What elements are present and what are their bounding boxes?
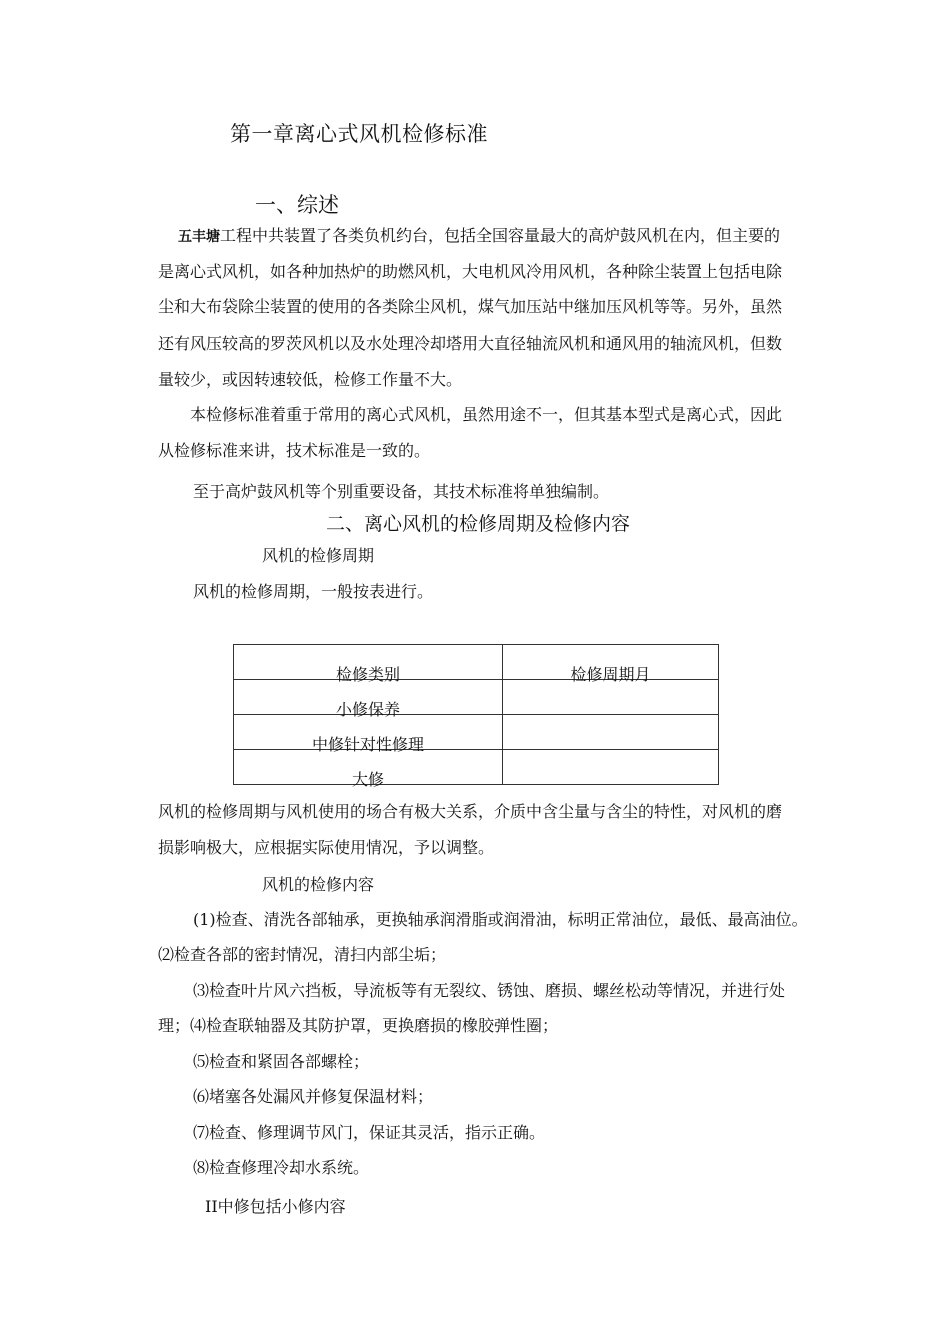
list-item: (1)检查、清洗各部轴承，更换轴承润滑脂或润滑油，标明正常油位，最低、最高油位。 xyxy=(193,910,808,929)
subsection-title-content: 风机的检修内容 xyxy=(262,875,375,894)
list-item: ⑻检查修理冷却水系统。 xyxy=(193,1158,370,1177)
table-header-row xyxy=(234,645,719,680)
table-header-cell: 检修类别 xyxy=(234,645,503,680)
section-heading-overview: 一、综述 xyxy=(255,193,339,217)
table-row xyxy=(234,750,719,785)
list-item: ⑵检查各部的密封情况，清扫内部尘垢； xyxy=(158,945,447,964)
paragraph-line: 还有风压较高的罗茨风机以及水处理冷却塔用大直径轴流风机和通风用的轴流风机，但数 xyxy=(158,334,783,353)
paragraph-line: 从检修标准来讲，技术标准是一致的。 xyxy=(158,441,431,460)
paragraph-line: 是离心式风机，如各种加热炉的助燃风机，大电机风冷用风机，各种除尘装置上包括电除 xyxy=(158,262,783,281)
table-cell xyxy=(503,750,719,785)
overview-paragraph-3: 至于高炉鼓风机等个别重要设备，其技术标准将单独编制。 xyxy=(193,482,610,501)
project-name: 五丰塘 xyxy=(178,229,220,245)
table-cell: 中修针对性修理 xyxy=(234,715,503,750)
table-header-cell: 检修周期月 xyxy=(503,645,719,680)
maintenance-cycle-table xyxy=(233,644,719,789)
table-cell: 大修 xyxy=(234,750,503,785)
cycle-intro: 风机的检修周期，一般按表进行。 xyxy=(193,582,434,601)
paragraph-line: 风机的检修周期与风机使用的场合有极大关系，介质中含尘量与含尘的特性，对风机的磨 xyxy=(158,802,783,821)
paragraph-line: 工程中共装置了各类负机约台，包括全国容量最大的高炉鼓风机在内，但主要的 xyxy=(220,226,781,245)
paragraph-line: 本检修标准着重于常用的离心式风机，虽然用途不一，但其基本型式是离心式，因此 xyxy=(190,405,783,424)
table-cell: 小修保养 xyxy=(234,680,503,715)
paragraph-line: 损影响极大，应根据实际使用情况，予以调整。 xyxy=(158,838,495,857)
list-item: ⑺检查、修理调节风门，保证其灵活，指示正确。 xyxy=(193,1123,546,1142)
section-heading-maintenance: 二、离心风机的检修周期及检修内容 xyxy=(326,513,631,535)
subsection-title-medium-repair: II中修包括小修内容 xyxy=(205,1197,346,1216)
table-row xyxy=(234,715,719,750)
table-cell xyxy=(503,715,719,750)
subsection-title-cycle: 风机的检修周期 xyxy=(262,546,375,565)
paragraph-line: 量较少，或因转速较低，检修工作量不大。 xyxy=(158,370,463,389)
list-item: ⑶检查叶片风六挡板，导流板等有无裂纹、锈蚀、磨损、螺丝松动等情况，并进行处 xyxy=(193,981,786,1000)
list-item: ⑹堵塞各处漏风并修复保温材料； xyxy=(193,1087,434,1106)
list-item: 理；⑷检查联轴器及其防护罩，更换磨损的橡胶弹性圈； xyxy=(158,1016,559,1035)
paragraph-line: 尘和大布袋除尘装置的使用的各类除尘风机，煤气加压站中继加压风机等等。另外，虽然 xyxy=(158,297,783,316)
list-item: ⑸检查和紧固各部螺栓； xyxy=(193,1052,370,1071)
page-title: 第一章离心式风机检修标准 xyxy=(230,122,488,146)
